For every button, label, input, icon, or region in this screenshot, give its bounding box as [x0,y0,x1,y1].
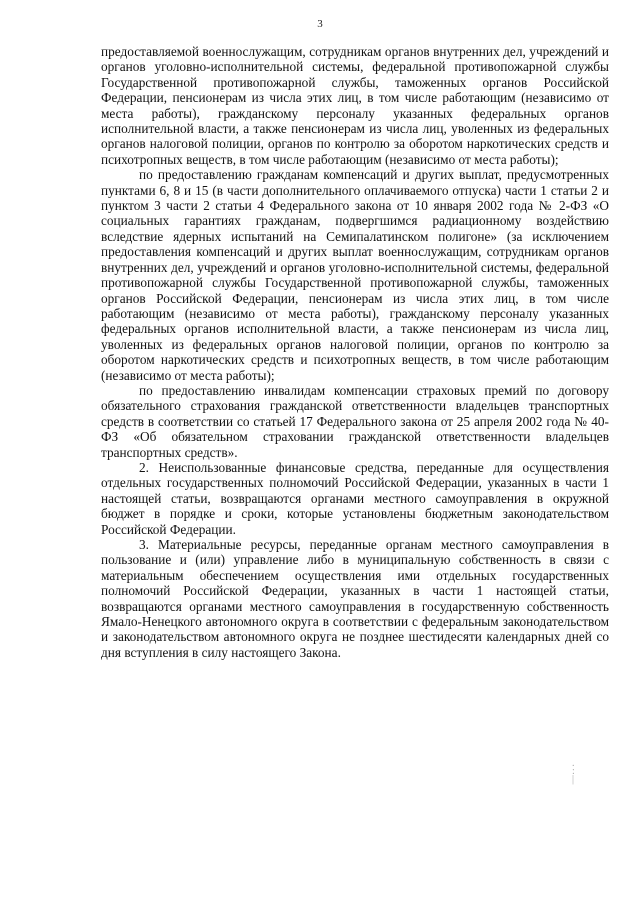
paragraph-item-3: 3. Материальные ресурсы, переданные органам местного самоуправления в пользование и (или) управление либо в муниципальную собственность в связи с материальным обеспечением осуществления ими отдельных государственных полномочий Российской Федерации, указанных в части 1 настоящей статьи, возвращаются органами местного самоуправления в государственную собственность Ямало-Ненецкого автономного округа в соответствии с федеральным законодательством и законодательством автономного округа не позднее шестидесяти календарных дней со дня вступления в силу настоящего Закона. [101,537,609,660]
page-number: 3 [317,18,323,30]
paragraph-insurance-premiums: по предоставлению инвалидам компенсации страховых премий по договору обязательного страхования гражданской ответственности владельцев транспортных средств в соответствии со статьей 17 Федерального закона от 25 апреля 2002 года № 40-ФЗ «Об обязательном страховании гражданской ответственности владельцев транспортных средств». [101,382,609,460]
document-body [101,44,609,660]
paragraph-compensation-payments: по предоставлению гражданам компенсаций и других выплат, предусмотренных пунктами 6, 8 и 15 (в части дополнительного оплачиваемого отпуска) части 1 статьи 2 и пунктом 3 части 2 статьи 4 Федерального закона от 10 января 2002 года № 2-ФЗ «О социальных гарантиях гражданам, подвергшимся радиационному воздействию вследствие ядерных испытаний на Семипалатинском полигоне» (за исключением предоставления компенсаций и других выплат военнослужащим, сотрудникам органов внутренних дел, учреждений и органов уголовно-исполнительной системы, федеральной противопожарной службы Государственной противопожарной службы, таможенных органов Российской Федерации, пенсионерам из числа этих лиц, в том числе работающим (независимо от места работы), гражданскому персоналу указанных федеральных органов исполнительной власти, а также пенсионерам из числа лиц, уволенных из федеральных органов налоговой полиции, органов по контролю за оборотом наркотических средств и психотропных веществ, в том числе работающим (независимо от места работы); [101,167,609,383]
scan-margin-mark: . : | [572,758,575,785]
paragraph-item-2: 2. Неиспользованные финансовые средства, переданные для осуществления отдельных государственных полномочий Российской Федерации, указанных в части 1 настоящей статьи, возвращаются органами местного самоуправления в окружной бюджет в порядке и сроки, которые установлены бюджетным законодательством Российской Федерации. [101,459,609,537]
paragraph-continuation: предоставляемой военнослужащим, сотрудникам органов внутренних дел, учреждений и органов уголовно-исполнительной системы, федеральной противопожарной службы Государственной противопожарной службы, таможенных органов Российской Федерации, пенсионерам из числа этих лиц, в том числе работающим (независимо от места работы), гражданскому персоналу указанных федеральных органов исполнительной власти, а также пенсионерам из числа лиц, уволенных из федеральных органов налоговой полиции, органов по контролю за оборотом наркотических средств и психотропных веществ, в том числе работающим (независимо от места работы); [101,44,609,167]
